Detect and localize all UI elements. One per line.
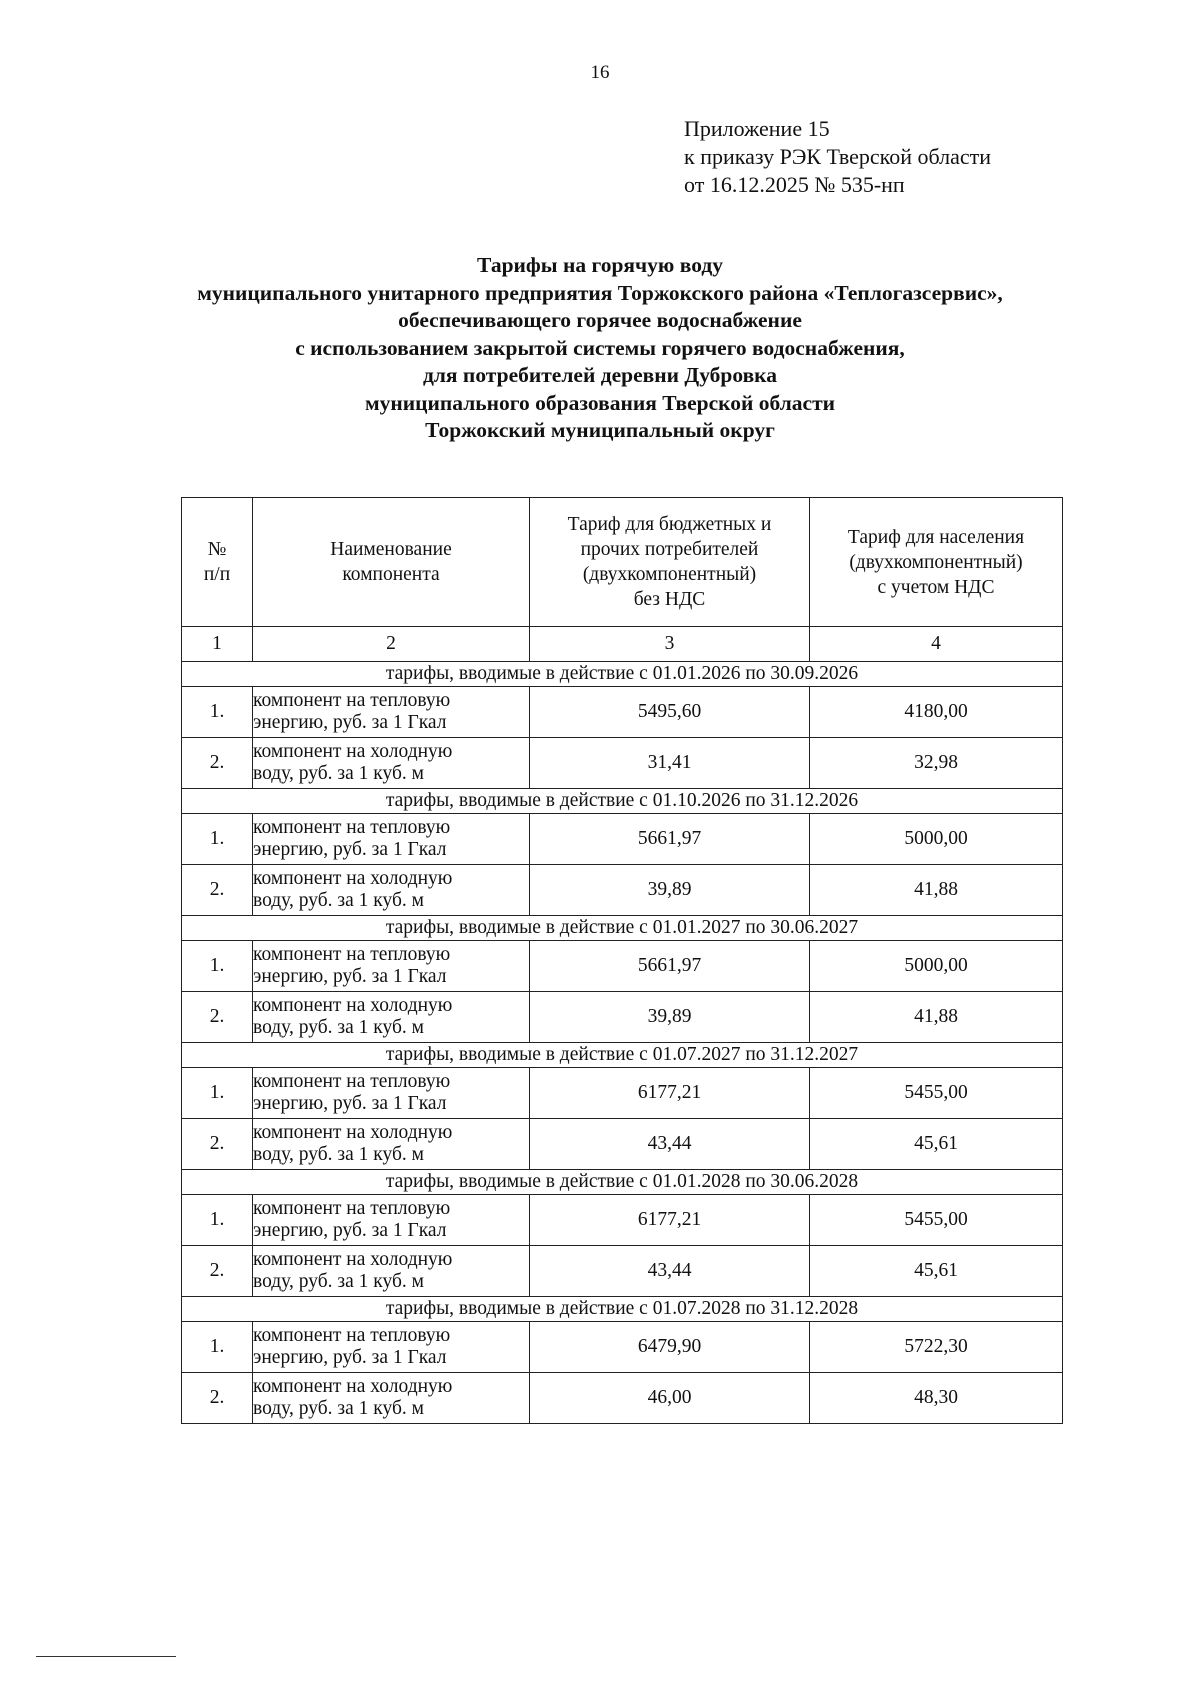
- row-index: 2.: [182, 992, 253, 1043]
- row-index: 1.: [182, 1195, 253, 1246]
- tariff-table-body: [182, 662, 1063, 1424]
- row-index: 1.: [182, 687, 253, 738]
- row-index: 2.: [182, 1246, 253, 1297]
- table-row: [182, 1373, 1063, 1424]
- component-name-line: компонент на холодную: [253, 868, 453, 889]
- title-line: обеспечивающего горячее водоснабжение: [398, 308, 802, 332]
- budget-tariff-value: 31,41: [530, 738, 810, 789]
- component-name-line: воду, руб. за 1 куб. м: [253, 1017, 424, 1038]
- period-label: тарифы, вводимые в действие с 01.07.2028 по 31.12.2028: [182, 1297, 1063, 1322]
- period-row: [182, 789, 1063, 814]
- population-tariff-value: 5000,00: [810, 814, 1063, 865]
- table-row: [182, 738, 1063, 789]
- period-row: [182, 1043, 1063, 1068]
- annex-order-reference: к приказу РЭК Тверской области: [684, 144, 992, 169]
- annex-reference: [684, 115, 991, 199]
- component-name: [253, 992, 530, 1043]
- budget-tariff-value: 39,89: [530, 865, 810, 916]
- budget-tariff-value: 5661,97: [530, 814, 810, 865]
- population-tariff-value: 32,98: [810, 738, 1063, 789]
- row-index: 2.: [182, 738, 253, 789]
- component-name-line: энергию, руб. за 1 Гкал: [253, 966, 447, 987]
- component-name-line: компонент на тепловую: [253, 1325, 451, 1346]
- component-name-line: компонент на холодную: [253, 741, 453, 762]
- period-label: тарифы, вводимые в действие с 01.01.2027 по 30.06.2027: [182, 916, 1063, 941]
- component-name: [253, 1373, 530, 1424]
- table-row: [182, 992, 1063, 1043]
- title-line: муниципального образования Тверской области: [364, 390, 836, 415]
- component-name-line: энергию, руб. за 1 Гкал: [253, 1220, 447, 1241]
- document-title: [0, 252, 1200, 445]
- row-index: 1.: [182, 814, 253, 865]
- table-row: [182, 687, 1063, 738]
- table-row: [182, 1322, 1063, 1373]
- component-name: [253, 1322, 530, 1373]
- header-population-tariff: Тариф для населения (двухкомпонентный) с учетом НДС: [810, 498, 1063, 627]
- component-name: [253, 1195, 530, 1246]
- budget-tariff-value: 46,00: [530, 1373, 810, 1424]
- component-name-line: компонент на холодную: [253, 995, 453, 1016]
- component-name-line: энергию, руб. за 1 Гкал: [253, 1347, 447, 1368]
- component-name-line: компонент на тепловую: [253, 944, 451, 965]
- row-index: 1.: [182, 941, 253, 992]
- table-row: [182, 814, 1063, 865]
- annex-order-date: от 16.12.2025 № 535-нп: [684, 172, 905, 197]
- row-index: 2.: [182, 1373, 253, 1424]
- component-name-line: компонент на тепловую: [253, 817, 451, 838]
- component-name: [253, 1119, 530, 1170]
- component-name-line: компонент на тепловую: [253, 1071, 451, 1092]
- component-name-line: компонент на холодную: [253, 1122, 453, 1143]
- period-row: [182, 1170, 1063, 1195]
- table-row: [182, 1195, 1063, 1246]
- budget-tariff-value: 6177,21: [530, 1195, 810, 1246]
- component-name-line: компонент на тепловую: [253, 690, 451, 711]
- column-number: 3: [530, 627, 810, 662]
- table-header-row: [182, 498, 1063, 627]
- period-row: [182, 1297, 1063, 1322]
- header-budget-tariff: Тариф для бюджетных и прочих потребителей (двухкомпонентный) без НДС: [530, 498, 810, 627]
- population-tariff-value: 5455,00: [810, 1195, 1063, 1246]
- title-line: с использованием закрытой системы горячего водоснабжения,: [295, 335, 905, 360]
- title-line: Торжокский муниципальный округ: [425, 418, 775, 442]
- title-line: Тарифы на горячую воду: [477, 253, 723, 277]
- period-label: тарифы, вводимые в действие с 01.01.2026 по 30.09.2026: [182, 662, 1063, 687]
- budget-tariff-value: 39,89: [530, 992, 810, 1043]
- column-number-row: [182, 627, 1063, 662]
- component-name-line: воду, руб. за 1 куб. м: [253, 1271, 424, 1292]
- period-row: [182, 662, 1063, 687]
- title-line: для потребителей деревни Дубровка: [422, 363, 777, 387]
- component-name: [253, 814, 530, 865]
- budget-tariff-value: 5495,60: [530, 687, 810, 738]
- budget-tariff-value: 6177,21: [530, 1068, 810, 1119]
- population-tariff-value: 5455,00: [810, 1068, 1063, 1119]
- component-name: [253, 865, 530, 916]
- component-name-line: компонент на холодную: [253, 1376, 453, 1397]
- page-number: 16: [590, 62, 610, 83]
- component-name-line: воду, руб. за 1 куб. м: [253, 1398, 424, 1419]
- population-tariff-value: 41,88: [810, 865, 1063, 916]
- component-name-line: воду, руб. за 1 куб. м: [253, 1144, 424, 1165]
- population-tariff-value: 48,30: [810, 1373, 1063, 1424]
- budget-tariff-value: 5661,97: [530, 941, 810, 992]
- population-tariff-value: 45,61: [810, 1119, 1063, 1170]
- footer-rule: [36, 1656, 176, 1657]
- row-index: 1.: [182, 1322, 253, 1373]
- tariff-table: [181, 497, 1063, 1424]
- header-component-name: Наименование компонента: [253, 498, 530, 627]
- row-index: 1.: [182, 1068, 253, 1119]
- component-name-line: энергию, руб. за 1 Гкал: [253, 839, 447, 860]
- table-row: [182, 1068, 1063, 1119]
- component-name-line: энергию, руб. за 1 Гкал: [253, 712, 447, 733]
- component-name: [253, 738, 530, 789]
- component-name-line: воду, руб. за 1 куб. м: [253, 890, 424, 911]
- table-row: [182, 1246, 1063, 1297]
- component-name: [253, 1068, 530, 1119]
- period-label: тарифы, вводимые в действие с 01.07.2027 по 31.12.2027: [182, 1043, 1063, 1068]
- annex-title: Приложение 15: [684, 116, 830, 141]
- period-row: [182, 916, 1063, 941]
- population-tariff-value: 4180,00: [810, 687, 1063, 738]
- component-name-line: энергию, руб. за 1 Гкал: [253, 1093, 447, 1114]
- population-tariff-value: 5722,30: [810, 1322, 1063, 1373]
- row-index: 2.: [182, 865, 253, 916]
- component-name: [253, 687, 530, 738]
- component-name: [253, 1246, 530, 1297]
- budget-tariff-value: 6479,90: [530, 1322, 810, 1373]
- budget-tariff-value: 43,44: [530, 1246, 810, 1297]
- table-row: [182, 941, 1063, 992]
- component-name-line: воду, руб. за 1 куб. м: [253, 763, 424, 784]
- budget-tariff-value: 43,44: [530, 1119, 810, 1170]
- column-number: 2: [253, 627, 530, 662]
- row-index: 2.: [182, 1119, 253, 1170]
- period-label: тарифы, вводимые в действие с 01.01.2028 по 30.06.2028: [182, 1170, 1063, 1195]
- column-number: 4: [810, 627, 1063, 662]
- column-number: 1: [182, 627, 253, 662]
- population-tariff-value: 5000,00: [810, 941, 1063, 992]
- population-tariff-value: 45,61: [810, 1246, 1063, 1297]
- period-label: тарифы, вводимые в действие с 01.10.2026 по 31.12.2026: [182, 789, 1063, 814]
- title-line: муниципального унитарного предприятия Торжокского района «Теплогазсервис»,: [197, 280, 1003, 305]
- component-name: [253, 941, 530, 992]
- component-name-line: компонент на холодную: [253, 1249, 453, 1270]
- header-number: № п/п: [182, 498, 253, 627]
- population-tariff-value: 41,88: [810, 992, 1063, 1043]
- table-row: [182, 1119, 1063, 1170]
- component-name-line: компонент на тепловую: [253, 1198, 451, 1219]
- table-row: [182, 865, 1063, 916]
